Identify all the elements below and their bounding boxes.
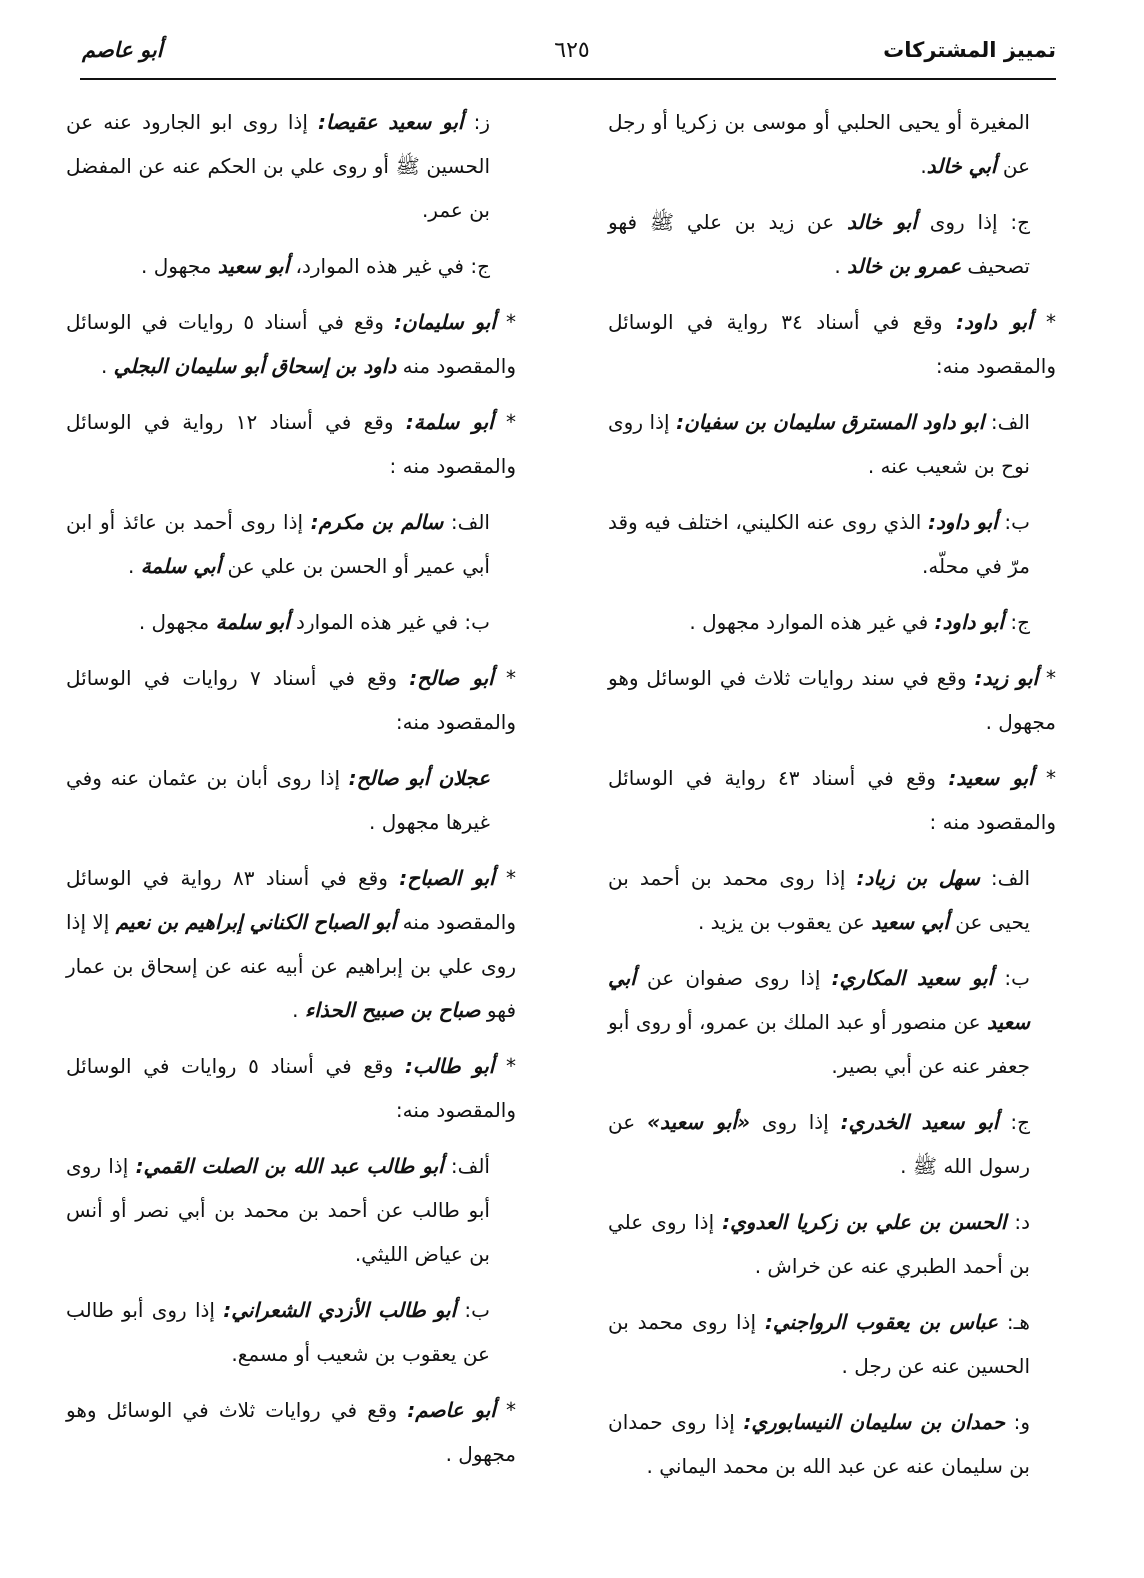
bold-term: أبو سعيد عقيصا: bbox=[318, 110, 464, 134]
bold-term: سالم بن مكرم: bbox=[310, 510, 444, 534]
left-column bbox=[66, 100, 516, 1488]
text-run: الف: bbox=[979, 866, 1031, 890]
text-run: إذا روى أبان بن عثمان عنه وفي غيرها مجهول . bbox=[66, 766, 490, 834]
text-run: وقع في أسناد ٨٣ رواية في الوسائل والمقصود منه bbox=[66, 866, 516, 934]
paragraph bbox=[608, 400, 1056, 488]
text-run: إلا إذا روى علي بن إبراهيم عن أبيه عنه عن إسحاق بن عمار فهو bbox=[66, 910, 516, 1022]
paragraph bbox=[66, 1388, 516, 1476]
text-run: إذا روى حمدان بن سليمان عنه عن عبد الله بن محمد اليماني . bbox=[608, 1410, 1030, 1478]
text-run: * bbox=[1038, 666, 1057, 690]
bold-term: ابو داود المسترق سليمان بن سفيان: bbox=[676, 410, 985, 434]
text-run: إذا روى أبو طالب عن أحمد بن محمد بن أبي نصر أو أنس بن عياض الليثي. bbox=[66, 1154, 490, 1266]
text-run: مجهول . bbox=[138, 610, 216, 634]
section-name: أبو عاصم bbox=[82, 38, 163, 62]
text-run: د: bbox=[1006, 1210, 1030, 1234]
paragraph bbox=[66, 100, 516, 232]
bold-term: أبو سعيد: bbox=[948, 766, 1034, 790]
text-run: إذا روى محمد بن أحمد بن يحيى عن bbox=[608, 866, 1030, 934]
paragraph bbox=[608, 1400, 1056, 1488]
paragraph bbox=[66, 244, 516, 288]
text-run: ب: bbox=[997, 510, 1030, 534]
bold-term: أبو سلمة bbox=[215, 610, 290, 634]
text-run: . bbox=[100, 354, 114, 378]
bold-term: أبو داود: bbox=[934, 610, 1004, 634]
bold-term: أبو سعيد bbox=[217, 254, 290, 278]
bold-term: أبي خالد bbox=[926, 154, 997, 178]
bold-term: عجلان أبو صالح: bbox=[348, 766, 490, 790]
bold-term: حمدان بن سليمان النيسابوري: bbox=[743, 1410, 1006, 1434]
text-run: * bbox=[494, 1054, 516, 1078]
paragraph bbox=[66, 400, 516, 488]
paragraph bbox=[66, 756, 516, 844]
text-run: . bbox=[920, 154, 927, 178]
text-run: وقع في سند روايات ثلاث في الوسائل وهو مجهول . bbox=[608, 666, 1056, 734]
paragraph bbox=[66, 1144, 516, 1276]
bold-term: أبو خالد bbox=[847, 210, 917, 234]
paragraph bbox=[66, 656, 516, 744]
bold-term: داود بن إسحاق أبو سليمان البجلي bbox=[113, 354, 397, 378]
text-run: ب: bbox=[993, 966, 1030, 990]
text-run: * bbox=[495, 310, 516, 334]
text-run: إذا روى محمد بن الحسين عنه عن رجل . bbox=[608, 1310, 1030, 1378]
text-run: . bbox=[127, 554, 141, 578]
text-run: عن زيد بن علي ﷺ فهو تصحيف bbox=[608, 210, 1030, 278]
text-run: عن منصور أو عبد الملك بن عمرو، أو روى أبو جعفر عنه عن أبي بصير. bbox=[608, 1010, 1030, 1078]
paragraph bbox=[608, 600, 1056, 644]
text-run: في غير هذه الموارد مجهول . bbox=[689, 610, 935, 634]
bold-term: «أبو سعيد» bbox=[647, 1110, 750, 1134]
text-run: عن يعقوب بن يزيد . bbox=[697, 910, 872, 934]
page-number: ٦٢٥ bbox=[554, 38, 590, 63]
text-run: وقع في أسناد ٣٤ رواية في الوسائل والمقصود منه: bbox=[608, 310, 1056, 378]
paragraph bbox=[608, 200, 1056, 288]
paragraph bbox=[608, 1300, 1056, 1388]
text-run: * bbox=[1033, 766, 1057, 790]
bold-term: صباح بن صبيح الحذاء bbox=[304, 998, 481, 1022]
paragraph bbox=[608, 300, 1056, 388]
bold-term: عباس بن يعقوب الرواجني: bbox=[764, 1310, 998, 1334]
paragraph bbox=[608, 1200, 1056, 1288]
text-run: ب: bbox=[456, 1298, 490, 1322]
paragraph bbox=[608, 1100, 1056, 1188]
bold-term: أبي سعيد bbox=[871, 910, 949, 934]
bold-term: أبو سلمة: bbox=[405, 410, 494, 434]
text-run: . bbox=[292, 998, 305, 1022]
paragraph bbox=[608, 956, 1056, 1088]
text-run: وقع في أسناد ٥ روايات في الوسائل والمقصود منه bbox=[66, 310, 516, 378]
bold-term: أبو داود: bbox=[927, 510, 998, 534]
text-run: وقع في أسناد ٤٣ رواية في الوسائل والمقصود منه : bbox=[608, 766, 1056, 834]
text-run: * bbox=[494, 866, 517, 890]
text-run: الف: bbox=[443, 510, 490, 534]
text-run: إذا روى أحمد بن عائذ أو ابن أبي عمير أو الحسن بن علي عن bbox=[66, 510, 490, 578]
bold-term: أبي سعيد bbox=[608, 966, 1030, 1034]
bold-term: أبو طالب: bbox=[404, 1054, 495, 1078]
paragraph bbox=[608, 100, 1056, 188]
paragraph bbox=[66, 600, 516, 644]
text-run: إذا روى صفوان عن bbox=[635, 966, 832, 990]
text-run: الف: bbox=[984, 410, 1030, 434]
text-run: و: bbox=[1005, 1410, 1030, 1434]
text-run: إذا روى علي بن أحمد الطبري عنه عن خراش . bbox=[608, 1210, 1030, 1278]
bold-term: الحسن بن علي بن زكريا العدوي: bbox=[722, 1210, 1007, 1234]
running-title: تمييز المشتركات bbox=[883, 38, 1056, 62]
text-run: هـ: bbox=[997, 1310, 1030, 1334]
text-run: ج: bbox=[1003, 610, 1030, 634]
bold-term: عمرو بن خالد bbox=[847, 254, 962, 278]
bold-term: أبو سعيد الخدري: bbox=[840, 1110, 999, 1134]
text-run: * bbox=[493, 410, 517, 434]
bold-term: أبو الصباح الكناني إبراهيم بن نعيم bbox=[115, 910, 397, 934]
text-run: المغيرة أو يحيى الحلبي أو موسى بن زكريا أو رجل عن bbox=[608, 110, 1030, 178]
bold-term: أبو عاصم: bbox=[407, 1398, 496, 1422]
text-run: وقع في روايات ثلاث في الوسائل وهو مجهول . bbox=[66, 1398, 516, 1466]
bold-term: أبو داود: bbox=[956, 310, 1033, 334]
text-run: وقع في أسناد ٧ روايات في الوسائل والمقصود منه: bbox=[66, 666, 516, 734]
paragraph bbox=[608, 500, 1056, 588]
bold-term: أبو صالح: bbox=[409, 666, 494, 690]
text-run: ج: إذا روى bbox=[916, 210, 1030, 234]
text-run: مجهول . bbox=[141, 254, 218, 278]
header-rule bbox=[80, 78, 1056, 80]
paragraph bbox=[608, 656, 1056, 744]
text-run: ز: bbox=[463, 110, 490, 134]
bold-term: أبو سعيد المكاري: bbox=[831, 966, 994, 990]
paragraph bbox=[66, 500, 516, 588]
bold-term: أبو الصباح: bbox=[399, 866, 495, 890]
paragraph bbox=[66, 1044, 516, 1132]
text-run: ألف: bbox=[443, 1154, 490, 1178]
text-run: إذا روى نوح بن شعيب عنه . bbox=[608, 410, 1030, 478]
bold-term: أبو سليمان: bbox=[393, 310, 496, 334]
bold-term: أبو طالب الأزدي الشعراني: bbox=[223, 1298, 457, 1322]
text-run: ب: في غير هذه الموارد bbox=[289, 610, 490, 634]
paragraph bbox=[608, 756, 1056, 844]
paragraph bbox=[66, 1288, 516, 1376]
text-run: * bbox=[1032, 310, 1057, 334]
text-run: إذا روى bbox=[749, 1110, 841, 1134]
text-run: ج: في غير هذه الموارد، bbox=[289, 254, 490, 278]
bold-term: أبو طالب عبد الله بن الصلت القمي: bbox=[135, 1154, 444, 1178]
paragraph bbox=[608, 856, 1056, 944]
text-run: . bbox=[834, 254, 848, 278]
bold-term: أبو زيد: bbox=[974, 666, 1039, 690]
bold-term: سهل بن زياد: bbox=[856, 866, 980, 890]
text-run: إذا روى ابو الجارود عنه عن الحسين ﷺ أو روى علي بن الحكم عنه عن المفضل بن عمر. bbox=[66, 110, 490, 222]
bold-term: أبي سلمة bbox=[140, 554, 222, 578]
right-column bbox=[608, 100, 1056, 1500]
text-run: عن رسول الله ﷺ . bbox=[608, 1110, 1030, 1178]
text-run: إذا روى أبو طالب عن يعقوب بن شعيب أو مسمع. bbox=[66, 1298, 490, 1366]
text-run: * bbox=[495, 1398, 516, 1422]
text-run: الذي روى عنه الكليني، اختلف فيه وقد مرّ في محلّه. bbox=[608, 510, 1030, 578]
text-run: وقع في أسناد ٥ روايات في الوسائل والمقصود منه: bbox=[66, 1054, 516, 1122]
text-run: ج: bbox=[998, 1110, 1031, 1134]
text-run: وقع في أسناد ١٢ رواية في الوسائل والمقصود منه : bbox=[66, 410, 516, 478]
paragraph bbox=[66, 856, 516, 1032]
text-run: * bbox=[493, 666, 516, 690]
paragraph bbox=[66, 300, 516, 388]
